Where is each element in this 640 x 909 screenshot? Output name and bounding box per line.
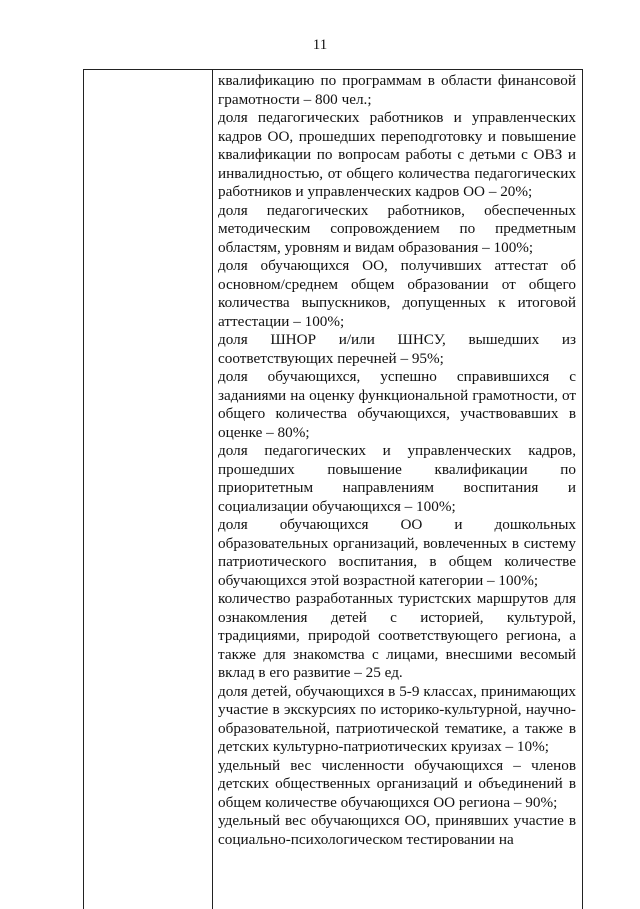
indicator-paragraph: доля ШНОР и/или ШНСУ, вышедших из соответствующих перечней – 95%;: [218, 331, 576, 367]
indicator-paragraph: удельный вес обучающихся ОО, принявших участие в социально-психологическом тестировании на: [218, 812, 576, 848]
indicator-paragraph: удельный вес численности обучающихся – членов детских общественных организаций и объединений в общем количестве обучающихся ОО региона – 90%;: [218, 756, 576, 811]
indicator-paragraph: доля педагогических работников и управленческих кадров ОО, прошедших переподготовку и повышение квалификации по вопросам работы с детьми с ОВЗ и инвалидностью, от общего количества педагогических работников и управленческих кадров ОО – 20%;: [218, 109, 576, 200]
page-number: 11: [312, 37, 328, 53]
indicator-paragraph: доля обучающихся, успешно справившихся с заданиями на оценку функциональной грамотности, от общего количества обучающихся, участвовавших в оценке – 80%;: [218, 368, 576, 441]
indicator-paragraph: доля педагогических работников, обеспеченных методическим сопровождением по предметным областям, уровням и видам образования – 100%;: [218, 201, 576, 256]
indicators-cell: [218, 72, 576, 849]
indicator-paragraph: доля обучающихся ОО, получивших аттестат об основном/среднем общем образовании от общего количества выпускников, допущенных к итоговой аттестации – 100%;: [218, 257, 576, 330]
indicator-paragraph: количество разработанных туристских маршрутов для ознакомления детей с историей, культурой, традициями, природой соответствующего региона, а также для знакомства с лицами, внесшими весомый вклад в его развитие – 25 ед.: [218, 590, 576, 681]
indicator-paragraph: доля детей, обучающихся в 5-9 классах, принимающих участие в экскурсиях по историко-культурной, научно-образовательной, патриотической тематике, а также в детских культурно-патриотических круизах – 10%;: [218, 682, 576, 755]
indicator-paragraph: доля обучающихся ОО и дошкольных образовательных организаций, вовлеченных в систему патриотического воспитания, в общем количестве обучающихся этой возрастной категории – 100%;: [218, 516, 576, 589]
column-divider: [212, 70, 213, 909]
indicator-paragraph: доля педагогических и управленческих кадров, прошедших повышение квалификации по приоритетным направлениям воспитания и социализации обучающихся – 100%;: [218, 442, 576, 515]
indicators-table: [83, 69, 583, 909]
indicator-paragraph: квалификацию по программам в области финансовой грамотности – 800 чел.;: [218, 72, 576, 108]
